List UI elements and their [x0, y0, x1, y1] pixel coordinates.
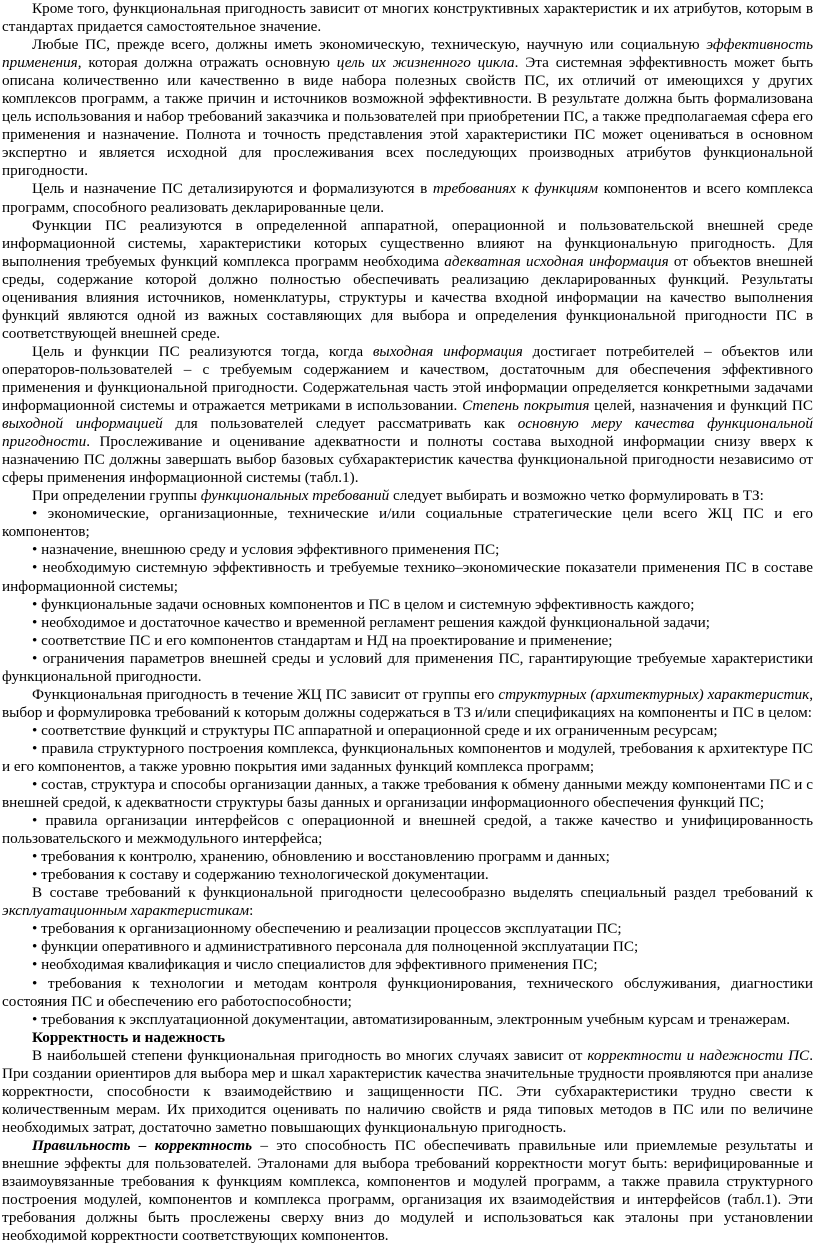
text-segment: При определении группы	[32, 487, 201, 505]
text-segment: – это способность ПС обеспечивать правильные или приемлемые результаты и внешние эффекты для пользователей. Эталонами для выбора требований корректности могут быть: верифицированные и взаимоувязанные требования к функциям комплекса, компонентов и модулей программ, а также правила структурного построения модулей, компонентов и комплекса программ, организация их взаимодействия и интерфейсов (табл.1). Эти требования должны быть прослежены сверху вниз до модулей и использоваться как эталоны при установлении необходимой корректности соответствующих компонентов.	[2, 1136, 814, 1245]
bullet-item	[2, 740, 813, 776]
body-paragraph	[2, 343, 813, 487]
text-segment: достигает потребителей – объектов или операторов-пользователей – с требуемым содержанием и качеством, достаточным для обеспечения эффективного применения и функциональной пригодности. Содержательная часть этой информации определяется конкретными задачами информационной системы и отражается метриками в использовании.	[2, 342, 813, 415]
text-segment: • правила структурного построения комплекса, функциональных компонентов и модулей, требования к архитектуре ПС и его компонентов, а также уровню покрытия ими заданных функций комплекса программ;	[2, 739, 813, 775]
emphasis-text: адекватная исходная информация	[444, 252, 669, 270]
text-segment: • ограничения параметров внешней среды и условий для применения ПС, гарантирующие требуемые характеристики функциональной пригодности.	[2, 649, 813, 685]
bullet-item	[2, 848, 813, 866]
text-segment: • необходимую системную эффективность и требуемые технико–экономические показатели применения ПС в составе информационной системы;	[2, 559, 813, 595]
text-segment: :	[249, 902, 254, 920]
body-paragraph	[2, 0, 813, 36]
body-paragraph	[2, 1047, 813, 1137]
text-segment: • правила организации интерфейсов с операционной и внешней средой, а также качество и унифицированность пользовательского и межмодульного интерфейса;	[2, 812, 813, 848]
bullet-item	[2, 722, 813, 740]
bullet-item	[2, 866, 813, 884]
emphasis-text: функциональных требований	[200, 487, 390, 505]
emphasis-text: Степень покрытия	[462, 397, 590, 415]
text-segment: . Эта системная эффективность может быть описана количественно или качественно в виде набора полезных свойств ПС, их отличий от имеющихся у других комплексов программ, а также причин и источников возможной эффективности. В результате должна быть формализована цель использования и набор требований заказчика и пользователей при приобретении ПС, а также предполагаемая сфера его применения и назначение. Полнота и точность представления этой характеристики ПС может оцениваться в основном экспертно и является исходной для прослеживания всех последующих производных атрибутов функциональной пригодности.	[2, 54, 813, 180]
emphasis-text: структурных (архитектурных) характеристик	[498, 685, 810, 703]
bullet-item	[2, 776, 813, 812]
text-segment: компонентов и всего комплекса программ, способного реализовать декларированные цели.	[2, 180, 814, 216]
text-segment: от объектов внешней среды, содержание которой должно полностью обеспечивать реализацию декларированных функций. Результаты оценивания влияния источников, номенклатуры, структуры и качества входной информации на качество выполнения функций являются одной из важных составляющих для выбора и определения функциональной пригодности ПС в соответствующей внешней среде.	[2, 252, 813, 342]
bullet-item	[2, 541, 813, 559]
text-segment: • требования к составу и содержанию технологической документации.	[32, 866, 489, 884]
text-segment: Цель и функции ПС реализуются тогда, когда	[32, 342, 373, 360]
text-segment: • соответствие функций и структуры ПС аппаратной и операционной среде и их ограниченным ресурсам;	[32, 721, 718, 739]
text-segment: В составе требований к функциональной пригодности целесообразно выделять специальный раздел требований к	[32, 884, 813, 902]
text-segment: • соответствие ПС и его компонентов стандартам и НД на проектирование и применение;	[32, 631, 613, 649]
emphasis-text: выходная информация	[372, 342, 523, 360]
body-paragraph	[2, 487, 813, 505]
text-segment: • состав, структура и способы организации данных, а также требования к обмену данными между компонентами ПС и с внешней средой, к адекватности структуры базы данных и организации информационного обеспечения функций ПС;	[2, 776, 813, 812]
body-paragraph	[2, 884, 813, 920]
text-segment: • экономические, организационные, технические и/или социальные стратегические цели всего ЖЦ ПС и его компонентов;	[2, 505, 813, 541]
text-segment: , выбор и формулировка требований к которым должны содержаться в ТЗ и/или спецификациях на компоненты и ПС в целом:	[2, 685, 813, 721]
bullet-item	[2, 596, 813, 614]
emphasis-text: основную меру качества функциональной пригодности	[2, 415, 813, 451]
text-segment: . Прослеживание и оценивание адекватности и полноты состава выходной информации снизу вверх к назначению ПС должны завершать выбор базовых субхарактеристик качества функциональной пригодности независимо от сферы применения информационной системы (табл.1).	[2, 433, 813, 487]
text-segment: , которая должна отражать основную	[77, 54, 337, 72]
bullet-item	[2, 632, 813, 650]
emphasis-text: цель их жизненного цикла	[336, 54, 515, 72]
text-segment: • функции оперативного и административного персонала для полноценной эксплуатации ПС;	[32, 938, 639, 956]
text-segment: • требования к контролю, хранению, обновлению и восстановлению программ и данных;	[32, 848, 610, 866]
bullet-item	[2, 920, 813, 938]
body-paragraph	[2, 36, 813, 180]
text-segment: для пользователей следует рассматривать как	[162, 415, 518, 433]
body-paragraph	[2, 180, 813, 216]
body-paragraph	[2, 686, 813, 722]
text-segment: Функции ПС реализуются в определенной аппаратной, операционной и пользовательской внешней среде информационной системы, характеристики которых существенно влияют на функциональную пригодность. Для выполнения требуемых функций комплекса программ необходима	[2, 216, 813, 270]
text-segment: • необходимое и достаточное качество и временной регламент решения каждой функциональной задачи;	[32, 613, 710, 631]
text-segment: следует выбирать и возможно четко формулировать в ТЗ:	[389, 487, 764, 505]
emphasis-text: Правильность – корректность	[32, 1136, 253, 1154]
text-segment: В наибольшей степени функциональная пригодность во многих случаях зависит от	[32, 1046, 588, 1064]
emphasis-text: корректности и надежности ПС	[587, 1046, 810, 1064]
emphasis-text: требованиях к функциям	[432, 180, 599, 198]
text-segment: • функциональные задачи основных компонентов и ПС в целом и системную эффективность каждого;	[32, 595, 695, 613]
text-segment: • требования к технологии и методам контроля функционирования, технического обслуживания, диагностики состояния ПС и обеспечению его работоспособности;	[2, 974, 813, 1010]
text-segment: Цель и назначение ПС детализируются и формализуются в	[32, 180, 433, 198]
emphasis-text: эффективность применения	[2, 36, 813, 72]
bullet-item	[2, 650, 813, 686]
text-segment: • необходимая квалификация и число специалистов для эффективного применения ПС;	[32, 956, 598, 974]
body-paragraph	[2, 217, 813, 343]
bullet-item	[2, 812, 813, 848]
text-segment: . При создании ориентиров для выбора мер и шкал характеристик качества значительные трудности проявляются при анализе корректности, способности к взаимодействию и защищенности ПС. Эти субхарактеристики трудно свести к количественным мерам. Их приходится оценивать по наличию свойств и ряда типовых методов в ПС или по величине необходимых затрат, достаточно заметно повышающих функциональную пригодность.	[2, 1046, 813, 1136]
text-segment: целей, назначения и функций ПС	[589, 397, 813, 415]
text-segment: Корректность и надежность	[32, 1028, 225, 1046]
text-segment: Любые ПС, прежде всего, должны иметь экономическую, техническую, научную или социальную	[32, 36, 707, 54]
emphasis-text: эксплуатационным характеристикам	[2, 902, 250, 920]
text-segment: Функциональная пригодность в течение ЖЦ ПС зависит от группы его	[32, 685, 499, 703]
bullet-item	[2, 505, 813, 541]
bullet-item	[2, 938, 813, 956]
text-segment: • требования к организационному обеспечению и реализации процессов эксплуатации ПС;	[32, 920, 622, 938]
bullet-item	[2, 1011, 813, 1029]
bullet-item	[2, 559, 813, 595]
text-segment: Кроме того, функциональная пригодность зависит от многих конструктивных характеристик и их атрибутов, которым в стандартах придается самостоятельное значение.	[2, 0, 813, 36]
bullet-item	[2, 614, 813, 632]
bullet-item	[2, 975, 813, 1011]
emphasis-text: выходной информацией	[2, 415, 163, 433]
text-segment: • назначение, внешнюю среду и условия эффективного применения ПС;	[32, 541, 500, 559]
bullet-item	[2, 956, 813, 974]
body-paragraph	[2, 1137, 813, 1245]
text-segment: • требования к эксплуатационной документации, автоматизированным, электронным учебным курсам и тренажерам.	[32, 1010, 791, 1028]
section-heading	[2, 1029, 813, 1047]
